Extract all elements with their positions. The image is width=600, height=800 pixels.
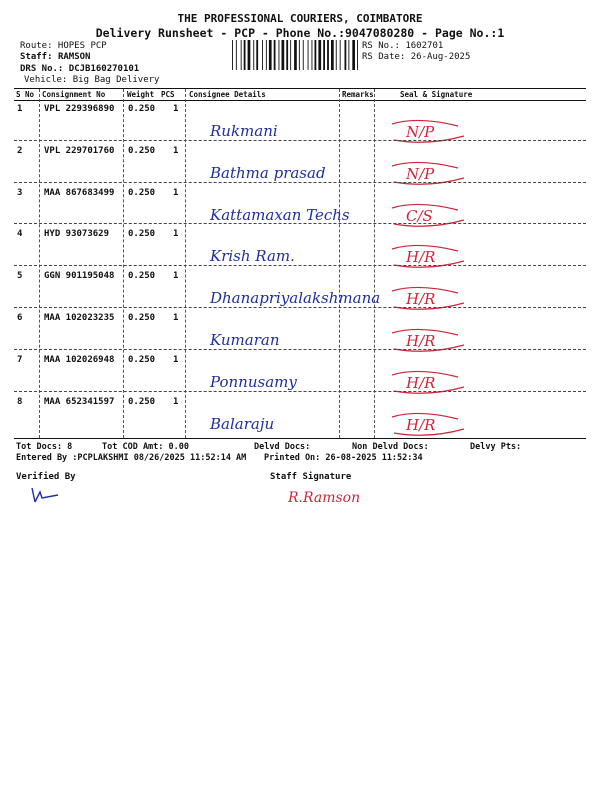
- printed-on: Printed On: 26-08-2025 11:52:34: [264, 453, 423, 463]
- seal-signature-text: H/R: [406, 415, 436, 434]
- drs-line: [20, 64, 139, 75]
- row-pcs: 1: [173, 313, 179, 323]
- delivery-points: Delvy Pts:: [470, 442, 522, 452]
- col-header-seal: Seal & Signature: [400, 90, 473, 99]
- row-sno: 6: [17, 313, 23, 323]
- row-separator: [14, 307, 586, 308]
- row-weight: 0.250: [128, 187, 156, 198]
- row-pcs: 1: [173, 104, 179, 114]
- row-consignment-no: MAA 102026948: [44, 354, 115, 365]
- runsheet-subtitle: Delivery Runsheet - PCP - Phone No.:9047080280 - Page No.:1: [95, 26, 505, 40]
- row-weight: 0.250: [128, 396, 156, 407]
- drs-label: DRS No.:: [20, 64, 69, 74]
- row-separator: [14, 140, 586, 141]
- column-divider: [39, 89, 40, 438]
- row-consignment-no: MAA 867683499: [44, 187, 115, 198]
- table-top-rule: [14, 88, 586, 89]
- seal-signature-icon: [388, 323, 478, 357]
- consignee-handwriting-icon: [206, 114, 366, 148]
- seal-signature-text: H/R: [406, 373, 436, 392]
- company-title: THE PROFESSIONAL COURIERS, COIMBATORE: [177, 12, 423, 25]
- staff-signature-icon: [284, 484, 384, 510]
- consignee-handwriting-text: Kumaran: [210, 331, 280, 349]
- row-consignment-no: GGN 901195048: [44, 271, 115, 282]
- row-separator: [14, 182, 586, 183]
- row-pcs: 1: [173, 354, 179, 365]
- total-cod-amount: Tot COD Amt: 0.00: [102, 442, 189, 452]
- verifier-signature-icon: [26, 484, 66, 506]
- col-header-consignee: Consignee Details: [189, 90, 266, 99]
- row-sno: 4: [17, 229, 23, 240]
- staff-name: RAMSON: [57, 52, 91, 62]
- column-divider: [123, 89, 124, 438]
- consignee-handwriting-icon: [206, 323, 366, 357]
- table-bottom-rule: [14, 438, 586, 439]
- row-sno: 8: [17, 396, 23, 407]
- row-consignment-no: HYD 93073629: [44, 229, 110, 240]
- seal-signature-icon: [388, 156, 478, 190]
- staff-signature-text: R.Ramson: [288, 490, 361, 506]
- seal-signature-icon: [388, 198, 478, 232]
- row-pcs: 1: [173, 229, 179, 240]
- vehicle-label: Vehicle: Big Bag Delivery: [24, 75, 160, 85]
- rs-number: RS No.: 1602701: [362, 41, 444, 51]
- seal-signature-text: H/R: [406, 290, 436, 309]
- drs-number: DCJB160270101: [68, 64, 140, 74]
- row-weight: 0.250: [128, 145, 156, 156]
- consignee-handwriting-text: Ponnusamy: [210, 372, 297, 391]
- consignee-handwriting-text: Bathma prasad: [210, 163, 326, 182]
- seal-signature-icon: [388, 407, 478, 441]
- seal-signature-text: H/R: [406, 332, 436, 350]
- rs-date: RS Date: 26-Aug-2025: [362, 52, 471, 62]
- consignee-handwriting-icon: [206, 407, 366, 441]
- seal-signature-text: N/P: [406, 123, 435, 141]
- consignee-handwriting-text: Rukmani: [210, 122, 278, 140]
- non-delivered-docs: Non Delvd Docs:: [352, 442, 429, 452]
- row-sno: 2: [17, 145, 23, 156]
- staff-signature-label: Staff Signature: [270, 472, 352, 482]
- seal-signature-icon: [388, 114, 478, 148]
- row-consignment-no: MAA 102023235: [44, 313, 115, 323]
- row-weight: 0.250: [128, 229, 156, 240]
- delivered-docs: Delvd Docs:: [254, 442, 311, 452]
- route-label: Route: HOPES PCP: [20, 41, 107, 51]
- row-pcs: 1: [173, 396, 179, 407]
- seal-signature-icon: [388, 281, 478, 315]
- row-consignment-no: VPL 229396890: [44, 104, 115, 114]
- column-divider: [185, 89, 186, 438]
- consignee-handwriting-icon: [206, 198, 366, 232]
- row-sno: 7: [17, 354, 23, 365]
- seal-signature-text: H/R: [406, 248, 436, 267]
- row-sno: 1: [17, 104, 23, 114]
- seal-signature-text: N/P: [406, 164, 435, 183]
- seal-signature-icon: [388, 365, 478, 399]
- staff-line: [20, 52, 90, 63]
- row-sno: 5: [17, 271, 23, 282]
- consignee-handwriting-icon: [206, 365, 366, 399]
- barcode-icon: [232, 40, 358, 70]
- consignee-handwriting-icon: [206, 239, 366, 273]
- row-pcs: 1: [173, 271, 179, 282]
- seal-signature-text: C/S: [406, 206, 433, 225]
- col-header-weight: Weight: [127, 90, 155, 99]
- row-pcs: 1: [173, 187, 179, 198]
- table-header-rule: [14, 100, 586, 101]
- row-weight: 0.250: [128, 104, 156, 114]
- staff-label: Staff:: [20, 52, 58, 62]
- col-header-remarks: Remarks: [342, 90, 374, 99]
- consignee-handwriting-text: Krish Ram.: [210, 247, 295, 266]
- row-pcs: 1: [173, 145, 179, 156]
- verified-by-label: Verified By: [16, 472, 76, 482]
- consignee-handwriting-icon: [206, 281, 381, 315]
- row-weight: 0.250: [128, 354, 156, 365]
- row-consignment-no: VPL 229701760: [44, 145, 115, 156]
- consignee-handwriting-text: Balaraju: [210, 414, 275, 433]
- col-header-pcs: PCS: [161, 90, 175, 99]
- col-header-sno: S No: [16, 90, 35, 99]
- row-separator: [14, 223, 586, 224]
- column-divider: [374, 89, 375, 438]
- row-sno: 3: [17, 187, 23, 198]
- entered-by: Entered By :PCPLAKSHMI 08/26/2025 11:52:14 AM: [16, 453, 247, 463]
- row-separator: [14, 349, 586, 350]
- total-docs: Tot Docs: 8: [16, 442, 73, 452]
- col-header-consignment: Consignment No: [42, 90, 106, 99]
- consignee-handwriting-text: Dhanapriyalakshmana: [210, 289, 381, 308]
- consignee-handwriting-text: Kattamaxan Techs: [210, 205, 350, 224]
- row-separator: [14, 391, 586, 392]
- row-separator: [14, 265, 586, 266]
- row-weight: 0.250: [128, 313, 156, 323]
- row-consignment-no: MAA 652341597: [44, 396, 115, 407]
- row-weight: 0.250: [128, 271, 156, 282]
- seal-signature-icon: [388, 239, 478, 273]
- consignee-handwriting-icon: [206, 156, 366, 190]
